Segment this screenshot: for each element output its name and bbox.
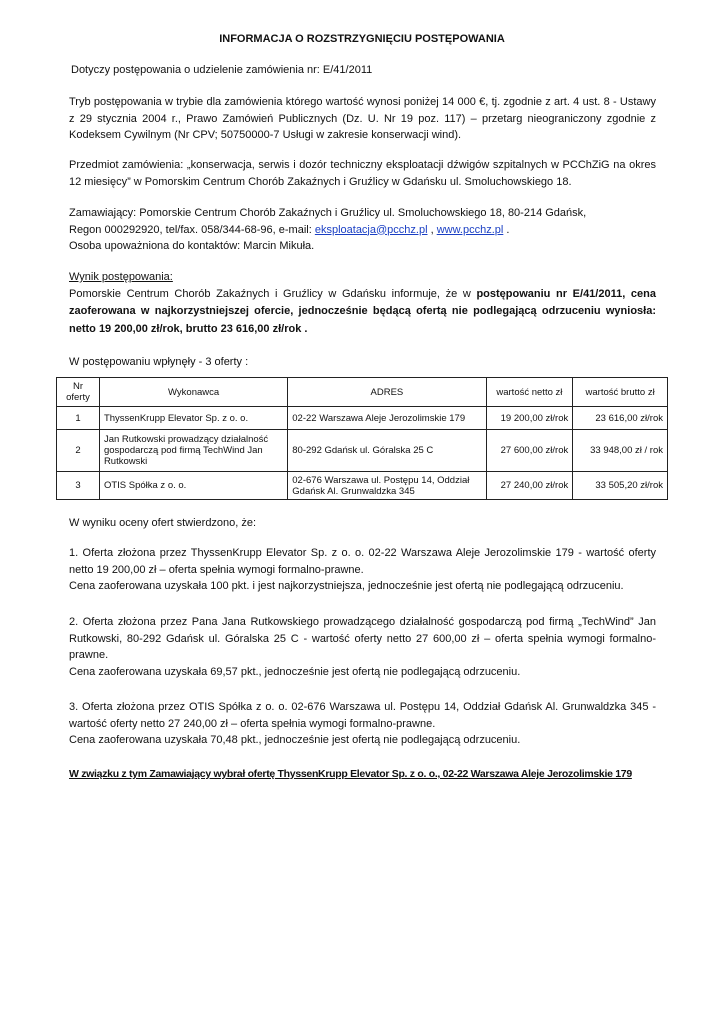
offer-evaluation-1 xyxy=(69,545,656,595)
offers-table xyxy=(56,377,668,500)
cell-nr: 1 xyxy=(57,407,100,430)
header-brutto: wartość brutto zł xyxy=(573,378,668,407)
table-row xyxy=(57,407,668,430)
offer-text: 2. Oferta złożona przez Pana Jana Rutkowskiego prowadzącego działalność gospodarczą pod firmą „TechWind” Jan Rutkowski, 80-292 Gdańsk ul. Góralska 25 C - wartość oferty netto 27 600,00 zł – oferta spełnia wymogi formalno-prawne. xyxy=(69,616,656,661)
contact-person: Osoba upoważniona do kontaktów: Marcin Mikuła. xyxy=(69,240,315,252)
website-link[interactable]: www.pcchz.pl xyxy=(436,223,504,236)
table-header-row xyxy=(57,378,668,407)
contracting-authority-block xyxy=(69,205,656,255)
header-nr: Nr oferty xyxy=(57,378,100,407)
cell-wykonawca: Jan Rutkowski prowadzący działalność gospodarczą pod firmą TechWind Jan Rutkowski xyxy=(99,430,287,472)
header-netto: wartość netto zł xyxy=(486,378,573,407)
cell-wykonawca: OTIS Spółka z o. o. xyxy=(99,472,287,500)
cell-brutto: 33 505,20 zł/rok xyxy=(573,472,668,500)
result-text xyxy=(69,286,656,339)
cell-netto: 27 240,00 zł/rok xyxy=(486,472,573,500)
document-title: INFORMACJA O ROZSTRZYGNIĘCIU POSTĘPOWANIA xyxy=(219,33,505,45)
authority-regon: Regon 000292920, tel/fax. 058/344-68-96, e-mail: xyxy=(69,223,315,236)
cell-nr: 2 xyxy=(57,430,100,472)
table-row xyxy=(57,430,668,472)
authority-address: Zamawiający: Pomorskie Centrum Chorób Zakaźnych i Gruźlicy ul. Smoluchowskiego 18, 80-214 Gdańsk, xyxy=(69,207,587,219)
result-intro: Pomorskie Centrum Chorób Zakaźnych i Gruźlicy w Gdańsku informuje, że w xyxy=(69,287,477,300)
email-link[interactable]: eksploatacja@pcchz.pl xyxy=(314,223,428,236)
cell-adres: 02-676 Warszawa ul. Postępu 14, Oddział Gdańsk Al. Grunwaldzka 345 xyxy=(288,472,486,500)
line-end: . xyxy=(503,223,510,236)
cell-netto: 27 600,00 zł/rok xyxy=(486,430,573,472)
link-separator: , xyxy=(427,223,437,236)
cell-brutto: 23 616,00 zł/rok xyxy=(573,407,668,430)
reference-line: Dotyczy postępowania o udzielenie zamówienia nr: E/41/2011 xyxy=(71,64,373,76)
header-wykonawca: Wykonawca xyxy=(99,378,287,407)
result-heading: Wynik postępowania: xyxy=(69,271,173,283)
final-decision: W związku z tym Zamawiający wybrał ofertę ThyssenKrupp Elevator Sp. z o. o., 02-22 Warszawa Aleje Jerozolimskie 179 xyxy=(69,768,632,780)
cell-nr: 3 xyxy=(57,472,100,500)
header-adres: ADRES xyxy=(288,378,486,407)
offer-text: 3. Oferta złożona przez OTIS Spółka z o. o. 02-676 Warszawa ul. Postępu 14, Oddział Gdańsk Al. Grunwaldzka 345 - wartość oferty netto 27 240,00 zł – oferta spełnia wymogi formalno-prawne. xyxy=(69,701,656,730)
offers-count: W postępowaniu wpłynęły - 3 oferty : xyxy=(69,356,249,368)
result-section xyxy=(69,269,656,338)
cell-brutto: 33 948,00 zł / rok xyxy=(573,430,668,472)
offer-score: Cena zaoferowana uzyskała 70,48 pkt., jednocześnie jest ofertą nie podlegającą odrzuceniu. xyxy=(69,734,521,746)
cell-netto: 19 200,00 zł/rok xyxy=(486,407,573,430)
offer-score: Cena zaoferowana uzyskała 100 pkt. i jest najkorzystniejsza, jednocześnie jest ofertą nie podlegającą odrzuceniu. xyxy=(69,580,624,592)
authority-contact-line xyxy=(69,222,656,239)
offer-score: Cena zaoferowana uzyskała 69,57 pkt., jednocześnie jest ofertą nie podlegającą odrzuceniu. xyxy=(69,665,521,678)
cell-adres: 02-22 Warszawa Aleje Jerozolimskie 179 xyxy=(288,407,486,430)
offer-evaluation-2 xyxy=(69,614,656,680)
offer-text: 1. Oferta złożona przez ThyssenKrupp Elevator Sp. z o. o. 02-22 Warszawa Aleje Jerozolimskie 179 - wartość oferty netto 19 200,00 zł – oferta spełnia wymogi formalno-prawne. xyxy=(69,547,656,576)
subject-paragraph: Przedmiot zamówienia: „konserwacja, serwis i dozór techniczny eksploatacji dźwigów szpitalnych w PCChZiG na okres 12 miesięcy” w Pomorskim Centrum Chorób Zakaźnych i Gruźlicy w Gdańsku ul. Smoluchowskiego 18. xyxy=(69,159,656,188)
table-row xyxy=(57,472,668,500)
cell-adres: 80-292 Gdańsk ul. Góralska 25 C xyxy=(288,430,486,472)
result-bold: postępowaniu nr E/41/2011, cena zaoferowana w najkorzystniejszej ofercie, jednocześnie będącą ofertą nie podlegającą odrzuceniu wyniosła: netto 19 200,00 zł/rok, brutto 23 616,00 zł/rok . xyxy=(69,287,656,335)
procedure-mode-paragraph: Tryb postępowania w trybie dla zamówienia którego wartość wynosi poniżej 14 000 €, tj. zgodnie z art. 4 ust. 8 - Ustawy z 29 stycznia 2004 r., Prawo Zamówień Publicznych (Dz. U. Nr 19 poz. 117) – przetarg nieograniczony zgodnie z Kodeksem Cywilnym (Nr CPV; 50750000-7 Usługi w zakresie konserwacji wind). xyxy=(69,96,656,141)
cell-wykonawca: ThyssenKrupp Elevator Sp. z o. o. xyxy=(99,407,287,430)
evaluation-intro: W wyniku oceny ofert stwierdzono, że: xyxy=(69,517,257,529)
offer-evaluation-3 xyxy=(69,699,656,749)
